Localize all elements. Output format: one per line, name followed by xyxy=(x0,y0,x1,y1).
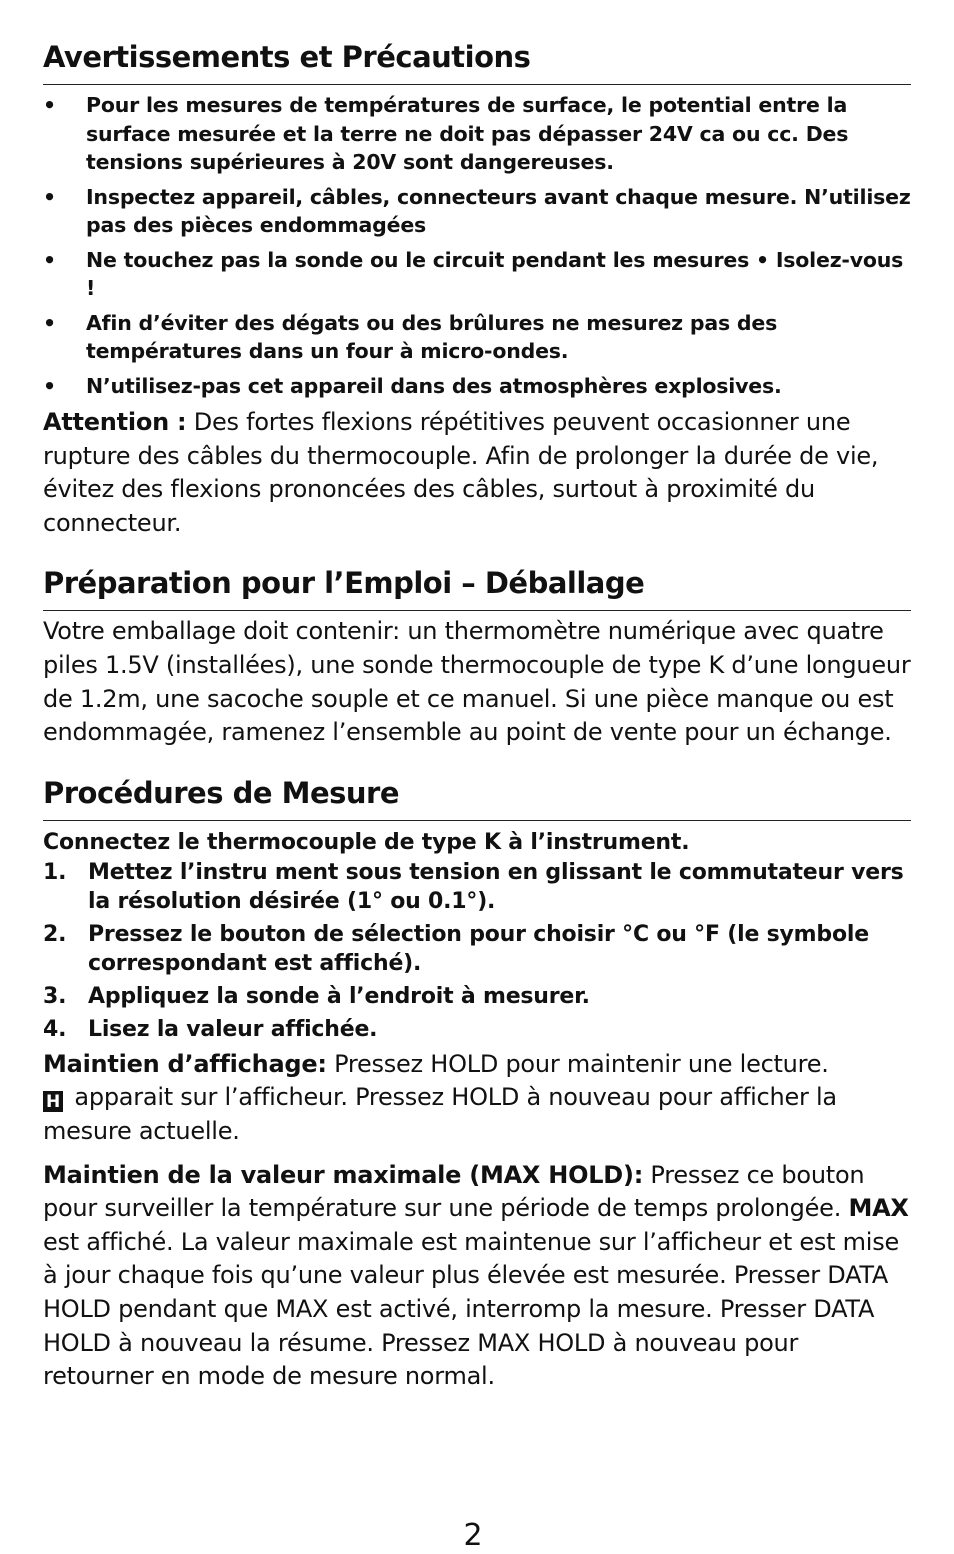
step-number: 3. xyxy=(43,983,67,1009)
warning-text: Ne touchez pas la sonde ou le circuit pendant les mesures • Isolez-vous ! xyxy=(86,247,904,300)
warning-text: Afin d’éviter des dégats ou des brûlures ne mesurez pas des températures dans un four à micro-ondes. xyxy=(86,310,778,363)
hold-label: Maintien d’affichage: xyxy=(43,1049,327,1078)
procedure-step xyxy=(43,1015,911,1044)
warning-item xyxy=(43,372,911,401)
section-title-procedures: Procédures de Mesure xyxy=(43,772,911,821)
step-text: Appliquez la sonde à l’endroit à mesurer. xyxy=(88,983,590,1009)
step-number: 4. xyxy=(43,1016,67,1042)
step-number: 1. xyxy=(43,859,67,885)
max-hold-text-continued: est affiché. La valeur maximale est maintenue sur l’afficheur et est mise à jour chaque fois qu’une valeur plus élevée est mesurée. Presser DATA HOLD pendant que MAX est activé, interromp la mesure. Presser DATA HOLD à nouveau la résume. Pressez MAX HOLD à nouveau pour retourner en mode de mesure normal. xyxy=(43,1227,899,1391)
hold-text: Pressez HOLD pour maintenir une lecture. xyxy=(326,1049,829,1078)
unpacking-paragraph: Votre emballage doit contenir: un thermomètre numérique avec quatre piles 1.5V (installées), une sonde thermocouple de type K d’une longueur de 1.2m, une sacoche souple et ce manuel. Si une pièce manque ou est endommagée, ramenez l’ensemble au point de vente pour un échange. xyxy=(43,617,911,747)
page-number: 2 xyxy=(463,1518,483,1553)
warning-text: Inspectez appareil, câbles, connecteurs avant chaque mesure. N’utilisez pas des pièces endommagées xyxy=(86,184,911,237)
attention-paragraph xyxy=(43,406,911,540)
warnings-list xyxy=(43,91,911,400)
step-text: Pressez le bouton de sélection pour choisir °C ou °F (le symbole correspondant est affiché). xyxy=(88,921,869,976)
procedure-lead: Connectez le thermocouple de type K à l’instrument. xyxy=(43,829,690,855)
step-text: Lisez la valeur affichée. xyxy=(88,1016,378,1042)
bullet-icon: • xyxy=(43,93,56,117)
hold-h-icon: H xyxy=(43,1091,63,1112)
bullet-icon: • xyxy=(43,247,56,272)
section-title-warnings: Avertissements et Précautions xyxy=(43,36,911,85)
warning-text: N’utilisez-pas cet appareil dans des atmosphères explosives. xyxy=(86,373,782,398)
section-unpacking xyxy=(43,562,911,749)
warning-text: Pour les mesures de températures de surface, le potential entre la surface mesurée et la terre ne doit pas dépasser 24V ca ou cc. Des tensions supérieures à 20V sont dangereuses. xyxy=(86,93,849,174)
hold-paragraph xyxy=(43,1048,911,1149)
max-hold-text: Pressez ce bouton pour surveiller la température sur une période de temps prolongée. xyxy=(43,1160,865,1223)
attention-label: Attention : xyxy=(43,408,187,436)
procedure-steps xyxy=(43,858,911,1044)
warning-item xyxy=(43,246,911,303)
hold-text-continued: apparait sur l’afficheur. Pressez HOLD à nouveau pour afficher la mesure actuelle. xyxy=(43,1083,837,1145)
section-procedures xyxy=(43,772,911,1394)
procedure-step xyxy=(43,858,911,916)
max-hold-label: Maintien de la valeur maximale (MAX HOLD): xyxy=(43,1160,644,1189)
procedure-step xyxy=(43,982,911,1011)
max-hold-paragraph xyxy=(43,1159,911,1394)
step-number: 2. xyxy=(43,921,67,947)
max-indicator: MAX xyxy=(848,1194,909,1223)
procedure-step xyxy=(43,920,911,978)
bullet-icon: • xyxy=(43,310,56,335)
warning-item xyxy=(43,91,911,177)
step-text: Mettez l’instru ment sous tension en glissant le commutateur vers la résolution désirée (1° ou 0.1°). xyxy=(88,859,904,914)
warning-item xyxy=(43,309,911,366)
warning-item xyxy=(43,183,911,240)
section-title-unpacking: Préparation pour l’Emploi – Déballage xyxy=(43,562,911,611)
manual-page xyxy=(43,36,911,1553)
attention-text: Des fortes flexions répétitives peuvent occasionner une rupture des câbles du thermocouple. Afin de prolonger la durée de vie, évitez des flexions prononcées des câbles, surtout à proximité du connecteur. xyxy=(43,408,879,537)
bullet-icon: • xyxy=(43,373,56,398)
bullet-icon: • xyxy=(43,184,56,209)
